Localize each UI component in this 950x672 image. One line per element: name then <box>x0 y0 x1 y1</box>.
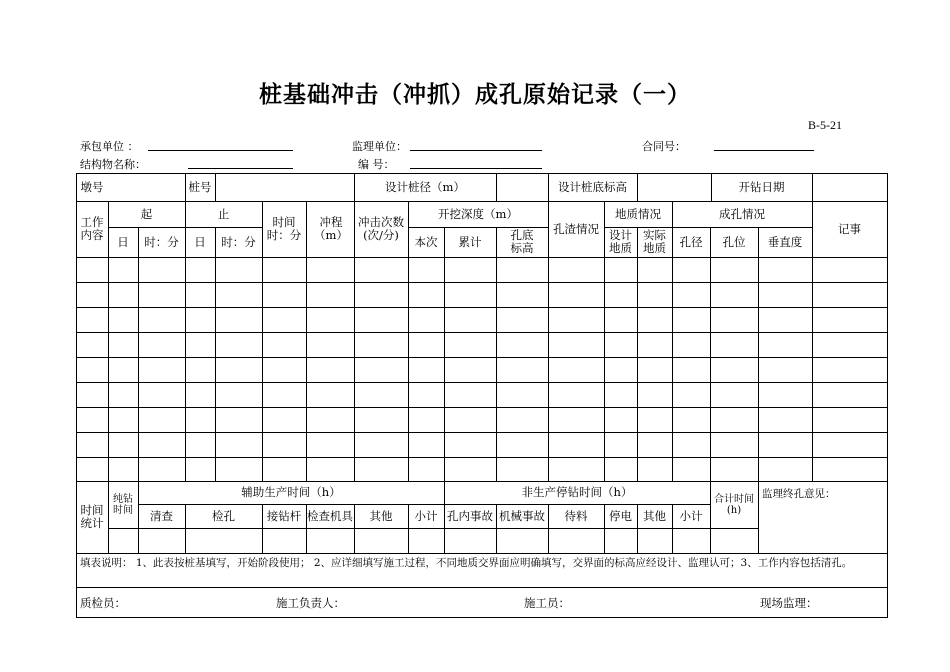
diameter-header: 孔径 <box>679 234 703 249</box>
start-date-label: 开钻日期 <box>738 179 785 194</box>
position-header: 孔位 <box>722 234 746 249</box>
this-time-header: 本次 <box>414 234 438 249</box>
end-day-header: 日 <box>194 234 206 249</box>
cumulative-header: 累计 <box>458 234 482 249</box>
aux-item: 清查 <box>150 508 173 523</box>
verticality-header: 垂直度 <box>767 234 803 249</box>
design-diameter-label: 设计桩径（m） <box>385 179 465 194</box>
end-time-header: 时：分 <box>221 234 256 249</box>
start-header: 起 <box>140 206 153 221</box>
non-item: 停电 <box>609 508 632 523</box>
work-content-header: 工作内容 <box>80 215 104 242</box>
hole-forming-header: 成孔情况 <box>719 206 765 221</box>
non-item: 待料 <box>564 508 588 523</box>
quality-inspector-label: 质检员： <box>80 596 126 610</box>
number-label: 编 号： <box>358 158 395 171</box>
geology-header: 地质情况 <box>615 206 661 221</box>
aux-item: 检查机具 <box>307 508 353 523</box>
design-bottom-label: 设计桩底标高 <box>558 179 627 194</box>
constructor-label: 施工员： <box>524 596 570 610</box>
structure-label: 结构物名称： <box>80 158 146 171</box>
aux-item: 小计 <box>414 508 438 523</box>
aux-time-header: 辅助生产时间（h） <box>241 485 341 499</box>
page-title: 桩基础冲击（冲抓）成孔原始记录（一） <box>259 82 691 108</box>
actual-geology-header: 实际地质 <box>643 228 666 255</box>
end-header: 止 <box>217 206 230 221</box>
pure-drilling-label: 纯钻时间 <box>113 493 133 516</box>
time-stats-label: 时间统计 <box>80 503 104 530</box>
non-item: 小计 <box>679 508 703 523</box>
total-time-label: 合计时间(h) <box>714 493 754 516</box>
excavation-depth-header: 开挖深度（m） <box>438 206 518 221</box>
notes-header: 记事 <box>838 221 861 236</box>
aux-item: 接钻杆 <box>266 508 302 523</box>
duration-header: 时间时：分 <box>266 215 302 242</box>
pile-label: 桩号 <box>188 179 212 194</box>
supervisor-opinion-label: 监理终孔意见： <box>762 488 836 500</box>
construction-lead-label: 施工负责人： <box>276 596 345 610</box>
design-geology-header: 设计地质 <box>609 228 632 255</box>
stroke-header: 冲程（m） <box>314 215 348 242</box>
aux-item: 检孔 <box>212 508 235 523</box>
impact-count-header: 冲击次数(次/分) <box>358 215 404 242</box>
pier-label: 墩号 <box>80 179 104 194</box>
non-production-header: 非生产停钻时间（h） <box>521 485 633 499</box>
site-supervisor-label: 现场监理： <box>760 596 818 610</box>
non-item: 机械事故 <box>499 508 545 523</box>
hole-bottom-header: 孔底标高 <box>510 228 534 255</box>
non-item: 其他 <box>643 508 666 523</box>
fill-instructions: 填表说明： 1、此表按桩基填写，开始阶段使用； 2、应详细填写施工过程，不同地质交界面应明确填写，交界面的标高应经设计、监理认可；3、工作内容包括清孔。 <box>80 557 853 569</box>
form-code: B-5-21 <box>808 118 842 132</box>
start-day-header: 日 <box>117 234 129 249</box>
contractor-label: 承包单位 ： <box>80 140 139 153</box>
slag-header: 孔渣情况 <box>553 221 599 236</box>
contract-label: 合同号： <box>642 140 686 153</box>
non-item: 孔内事故 <box>447 508 493 523</box>
aux-item: 其他 <box>369 508 393 523</box>
start-time-header: 时：分 <box>144 234 179 249</box>
supervisor-label: 监理单位： <box>352 140 407 153</box>
